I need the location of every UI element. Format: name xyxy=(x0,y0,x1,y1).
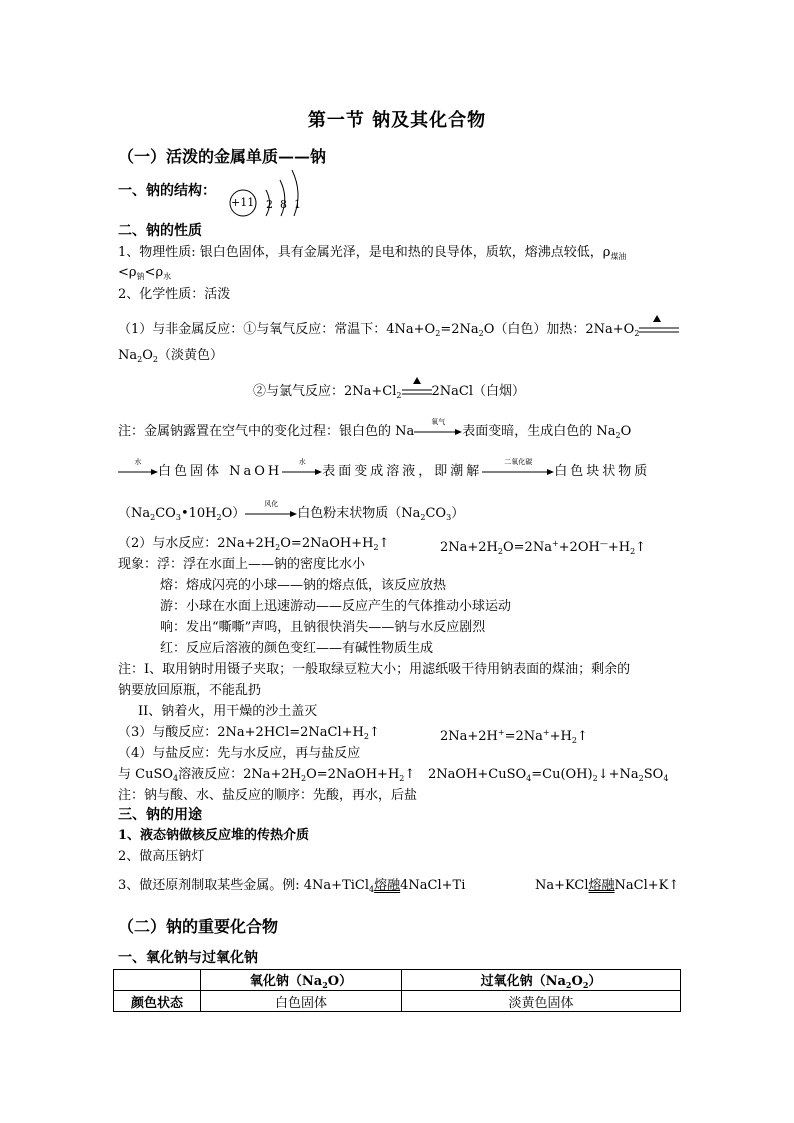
acid-ionic-4: ↑ xyxy=(576,729,588,744)
salt-reaction-line: （4）与盐反应：先与水反应，再与盐反应 xyxy=(118,746,361,761)
arrow-oxygen xyxy=(414,417,462,437)
sup: + xyxy=(551,539,559,548)
water-text-1: （2）与水反应：2Na+2H xyxy=(118,536,276,551)
sub: 2 xyxy=(615,431,621,440)
air-text-3: O xyxy=(620,424,632,439)
sub: 2 xyxy=(634,329,640,338)
use3-text-2: 4NaCl+Ti xyxy=(400,878,466,893)
chlorine-reaction-line xyxy=(253,383,525,405)
header-text: ） xyxy=(588,974,602,989)
sub: 3 xyxy=(446,513,452,522)
page-title: 第一节 钠及其化合物 xyxy=(307,110,487,131)
density-text-2: <ρ xyxy=(144,265,164,280)
air-text-7: （Na xyxy=(118,506,151,521)
peroxide-text-3: （淡黄色） xyxy=(158,348,224,363)
note-handling-1: 注：I、取用钠时用镊子夹取；一般取绿豆粒大小；用滤纸吸干待用钠表面的煤油；剩余的 xyxy=(118,662,631,677)
air-text-12: CO xyxy=(425,506,447,521)
water-text-2: O=2NaOH+H xyxy=(280,536,374,551)
water-ionic-equation xyxy=(440,535,646,561)
sub: 2 xyxy=(638,774,644,783)
cuso4-reaction-line xyxy=(118,766,415,788)
air-text-10: O） xyxy=(221,506,246,521)
sub: 2 xyxy=(435,329,441,338)
phenomenon-red: 红：反应后溶液的颜色变红——有碱性物质生成 xyxy=(160,641,434,656)
cu-text-4: ↑ xyxy=(404,767,416,782)
sodium-oxide-header xyxy=(201,970,402,991)
oxygen-reaction-text-2: =2Na xyxy=(440,322,479,337)
oxygen-reaction-text-3: O（白色）加热：2Na+O xyxy=(483,322,635,337)
use-reducing-agent xyxy=(118,877,465,899)
sub: 4 xyxy=(173,774,179,783)
oxygen-reaction-line xyxy=(118,321,679,343)
sodium-peroxide-color-cell: 淡黄色固体 xyxy=(402,991,681,1012)
arrow-label: 水 xyxy=(298,457,306,466)
sub: 2 xyxy=(420,513,426,522)
sub: 2 xyxy=(373,543,379,552)
density-compare-line xyxy=(118,264,171,286)
note-handling-2: 钠要放回原瓶，不能乱扔 xyxy=(118,683,262,698)
sub: 2 xyxy=(565,980,572,990)
air-text-11: 白色粉末状物质（Na xyxy=(297,506,421,521)
sub: 2 xyxy=(137,355,143,364)
sub: 2 xyxy=(301,774,307,783)
water-text-3: ↑ xyxy=(378,536,390,551)
phenomenon-float: 现象：浮：浮在水面上——钠的密度比水小 xyxy=(118,557,366,572)
air-text-1: 注：金属钠露置在空气中的变化过程：银白色的 Na xyxy=(118,424,415,439)
arrow-weathering xyxy=(245,499,297,519)
arrow-label: 二氧化碳 xyxy=(504,457,533,466)
table-corner-cell xyxy=(114,970,201,991)
arrow-label: 水 xyxy=(134,457,142,466)
air-text-8: CO xyxy=(155,506,176,521)
arrow-label: 氧气 xyxy=(431,417,446,426)
acid-text-2: ↑ xyxy=(369,725,380,740)
acid-ionic-equation xyxy=(440,724,588,750)
sodium-oxide-color-cell: 白色固体 xyxy=(201,991,402,1012)
cu-text-3: O=2NaOH+H xyxy=(306,767,400,782)
molten-label: 熔融 xyxy=(374,878,401,893)
sub: 2 xyxy=(582,980,589,990)
acid-ionic-3: +H xyxy=(549,729,572,744)
sub: 2 xyxy=(150,513,156,522)
use3-text-1: 3、做还原剂制取某些金属。例: 4Na+TiCl xyxy=(118,878,370,893)
heating-triangle-icon xyxy=(413,377,421,384)
section-heading-sodium-element: （一）活泼的金属单质——钠 xyxy=(118,147,327,166)
arrow-label: 风化 xyxy=(264,499,279,508)
arrow-co2 xyxy=(482,457,554,477)
properties-heading: 二、钠的性质 xyxy=(118,223,202,239)
density-text-1: <ρ xyxy=(118,265,137,280)
air-text-2: 表面变暗，生成白色的 Na xyxy=(462,424,616,439)
sup: + xyxy=(542,728,550,737)
sub: 2 xyxy=(363,732,369,741)
heating-equals-sign xyxy=(639,325,679,335)
acid-ionic-2: =2Na xyxy=(504,729,543,744)
peroxide-product-line xyxy=(118,347,223,369)
heating-equals-sign-2 xyxy=(402,387,432,397)
kerosene-subscript: 煤油 xyxy=(610,252,627,261)
ionic-text-1: 2Na+2H xyxy=(440,540,498,555)
arrow-water-1 xyxy=(118,457,158,477)
row-label-color-state: 颜色状态 xyxy=(114,991,201,1012)
sub: 2 xyxy=(275,543,281,552)
physical-property-line xyxy=(118,244,626,266)
air-text-6: 白色块状物质 xyxy=(554,464,651,479)
phenomenon-sound: 响：发出“嘶嘶”声呜，且钠很快消失——钠与水反应剧烈 xyxy=(160,620,486,635)
sub: 2 xyxy=(322,980,328,990)
cu2-text-3: ↓+Na xyxy=(597,767,639,782)
air-exposure-line-1 xyxy=(118,417,632,445)
air-exposure-line-2 xyxy=(118,457,651,481)
arrow-water-2 xyxy=(282,457,322,477)
ionic-text-3: +2OH xyxy=(558,540,600,555)
sub: 4 xyxy=(369,885,375,894)
structure-heading-text: 一、钠的结构： xyxy=(118,183,216,199)
sodium-peroxide-header xyxy=(402,970,681,991)
oxides-heading: 一、氧化钠与过氧化钠 xyxy=(118,950,258,966)
sub: 2 xyxy=(396,391,402,400)
sup: + xyxy=(497,728,505,737)
sub: 2 xyxy=(497,547,503,556)
table-header-row xyxy=(114,970,681,991)
use4-text-1: Na+KCl xyxy=(535,878,589,893)
sub: 2 xyxy=(571,736,577,745)
sup: — xyxy=(599,539,608,548)
water-subscript: 水 xyxy=(163,272,172,281)
air-text-5: 表面变成溶液，即潮解 xyxy=(322,464,483,479)
header-text: 过氧化钠（Na xyxy=(480,974,566,989)
table-row xyxy=(114,991,681,1012)
use-nuclear: 1、液态钠做核反应堆的传热介质 xyxy=(118,828,310,843)
sub: 2 xyxy=(592,774,598,783)
air-text-9: •10H xyxy=(180,506,217,521)
sub: 2 xyxy=(630,547,636,556)
atom-structure-diagram xyxy=(226,168,306,218)
sub: 2 xyxy=(216,513,222,522)
uses-heading: 三、钠的用途 xyxy=(118,807,202,823)
cu2-text-4: SO xyxy=(643,767,664,782)
sub: 2 xyxy=(152,355,158,364)
phenomenon-swim: 游：小球在水面上迅速游动——反应产生的气体推动小球运动 xyxy=(160,599,512,614)
ionic-text-5: ↑ xyxy=(635,540,647,555)
molten-label-2: 熔融 xyxy=(588,878,615,893)
sub: 4 xyxy=(526,774,532,783)
atom-electron-shells: 2 8 1 xyxy=(266,198,301,211)
acid-reaction-line xyxy=(118,724,380,746)
cu-text-2: 溶液反应：2Na+2H xyxy=(178,767,302,782)
phenomenon-melt: 熔：熔成闪亮的小球——钠的熔点低，该反应放热 xyxy=(160,578,447,593)
cu2-text-2: =Cu(OH) xyxy=(531,767,593,782)
heating-triangle-icon xyxy=(653,315,661,322)
peroxide-text-2: O xyxy=(142,348,153,363)
use-potassium-example xyxy=(535,877,679,895)
header-text: O） xyxy=(327,974,353,989)
section-heading-compounds: （二）钠的重要化合物 xyxy=(118,917,279,936)
header-text: 氧化钠（Na xyxy=(249,974,323,989)
ionic-text-4: +H xyxy=(607,540,631,555)
chlorine-text: ②与氯气反应：2Na+Cl xyxy=(253,384,397,399)
sub: 2 xyxy=(399,774,405,783)
cu2-text-1: 2NaOH+CuSO xyxy=(428,767,527,782)
chlorine-text-2: 2NaCl（白烟） xyxy=(431,384,526,399)
atom-nucleus-charge: +11 xyxy=(231,196,255,209)
air-text-13: ） xyxy=(451,506,465,521)
chemical-property-line: 2、化学性质：活泼 xyxy=(118,287,231,302)
ionic-text-2: O=2Na xyxy=(503,540,552,555)
note-fire: II、钠着火，用干燥的沙土盖灭 xyxy=(138,704,318,719)
acid-text-1: （3）与酸反应：2Na+2HCl=2NaCl+H xyxy=(118,725,364,740)
oxygen-reaction-text: （1）与非金属反应：①与氧气反应：常温下：4Na+O xyxy=(118,322,436,337)
sub: 2 xyxy=(478,329,484,338)
sub: 3 xyxy=(175,513,181,522)
use4-text-2: NaCl+K↑ xyxy=(614,878,680,893)
oxide-comparison-table xyxy=(113,969,681,1012)
cuso4-second-equation xyxy=(428,766,668,788)
peroxide-text-1: Na xyxy=(118,348,138,363)
sub: 4 xyxy=(663,774,669,783)
use-lamp: 2、做高压钠灯 xyxy=(118,849,205,864)
cu-text-1: 与 CuSO xyxy=(118,767,174,782)
air-exposure-line-3 xyxy=(118,499,465,527)
water-reaction-line xyxy=(118,535,389,557)
air-text-4: 白色固体 NaOH xyxy=(158,464,283,479)
reaction-order-note: 注：钠与酸、水、盐反应的顺序：先酸，再水，后盐 xyxy=(118,788,418,803)
header-text: O xyxy=(571,974,583,989)
structure-heading xyxy=(118,182,216,200)
sodium-subscript: 钠 xyxy=(136,272,145,281)
acid-ionic-1: 2Na+2H xyxy=(440,729,498,744)
physical-property-text: 1、物理性质: 银白色固体，具有金属光泽，是电和热的良导体，质软，熔沸点较低，ρ xyxy=(118,245,611,260)
